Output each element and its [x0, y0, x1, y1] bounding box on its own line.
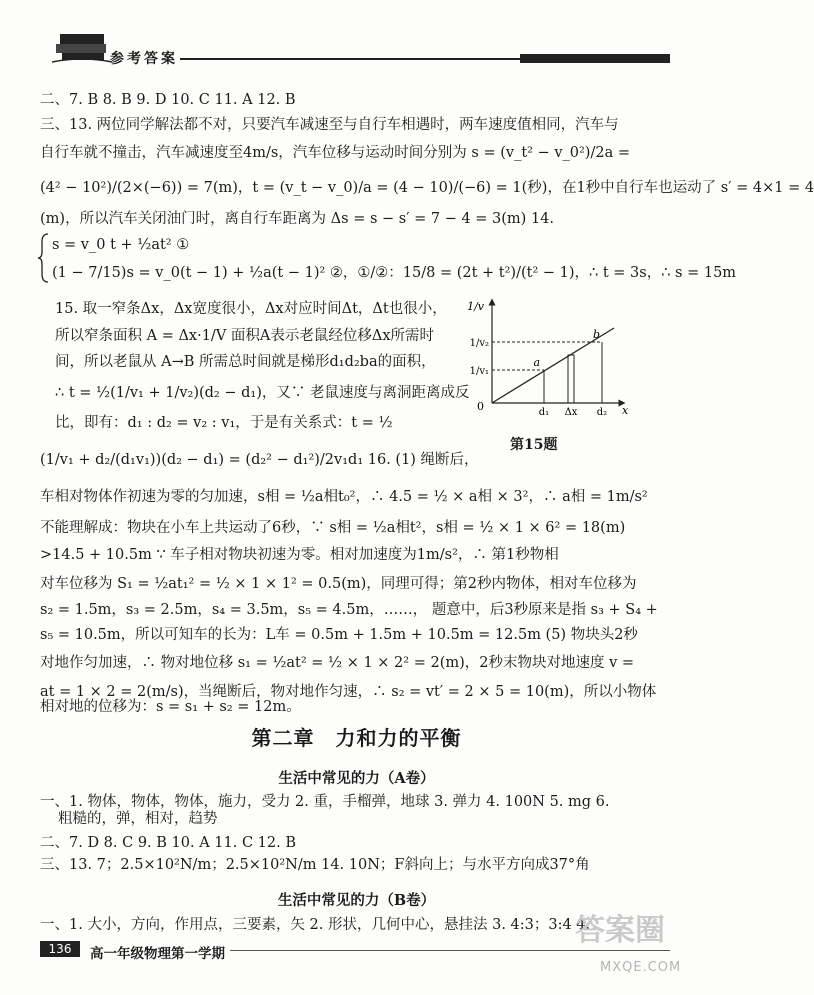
answer-line: 自行车就不撞击，汽车减速度至4m/s，汽车位移与运动时间分别为 s = (v_t² − v_0²)/2a = [40, 145, 630, 161]
y-tick-label: 1/v₁ [469, 366, 489, 377]
equation-line-1: s = v_0 t + ½at² ① [52, 237, 190, 253]
origin-label: 0 [477, 400, 484, 413]
equation-line-2: (1 − 7/15)s = v_0(t − 1) + ½a(t − 1)² ②，①/②：15/8 = (2t + t²)/(t² − 1)，∴ t = 3s，∴ s = 15m [52, 265, 737, 281]
figure-caption: 第15题 [510, 437, 558, 453]
x-axis-label: x [622, 404, 629, 417]
header-rule [180, 58, 520, 60]
answer-line: 15. 取一窄条Δx，Δx宽度很小，Δx对应时间Δt，Δt也很小， [55, 301, 447, 317]
chapter-title: 第二章 力和力的平衡 [251, 726, 462, 750]
answer-line: 一、1. 物体，物体，物体，施力，受力 2. 重，手榴弹，地球 3. 弹力 4. 100N 5. mg 6. [40, 794, 610, 810]
section-b-title: 生活中常见的力（B卷） [277, 892, 436, 909]
answer-line: (1/v₁ + d₂/(d₁v₁))(d₂ − d₁) = (d₂² − d₁²)/2v₁d₁ 16. (1) 绳断后， [40, 452, 479, 468]
x-tick-label: Δx [564, 407, 578, 418]
page-number: 136 [40, 941, 80, 957]
books-icon [52, 28, 112, 64]
answer-line: 三、13. 两位同学解法都不对，只要汽车减速至与自行车相遇时，两车速度值相同，汽车与 [40, 117, 619, 133]
footer-text: 高一年级物理第一学期 [90, 946, 225, 962]
answer-line: >14.5 + 10.5m ∵ 车子相对物块初速为零。相对加速度为1m/s²，∴ 第1秒物相 [40, 547, 559, 563]
answer-line: at = 1 × 2 = 2(m/s)，当绳断后，物对地作匀速，∴ s₂ = vt′ = 2 × 5 = 10(m)，所以小物体 [40, 684, 657, 700]
watermark-url: MXQE.COM [600, 960, 682, 975]
answer-line: 对车位移为 S₁ = ½at₁² = ½ × 1 × 1² = 0.5(m)，同理可得；第2秒内物体，相对车位移为 [40, 576, 637, 592]
answer-line: (m)，所以汽车关闭油门时，离自行车距离为 Δs = s − s′ = 7 − 4 = 3(m) 14. [40, 211, 555, 227]
answer-line: 三、13. 7；2.5×10²N/m；2.5×10²N/m 14. 10N；F斜向上；与水平方向成37°角 [40, 857, 590, 873]
strip-dx [568, 355, 574, 403]
answer-line: s₂ = 1.5m，s₃ = 2.5m，s₄ = 3.5m，s₅ = 4.5m，……， 题意中，后3秒原来是指 s₃ + S₄ + [40, 602, 658, 618]
header-title: 参考答案 [110, 51, 178, 67]
point-label: a [533, 356, 540, 369]
brace-icon [38, 232, 50, 284]
answer-line: 二、7. D 8. C 9. B 10. A 11. C 12. B [40, 835, 296, 851]
answer-line: (4² − 10²)/(2×(−6)) = 7(m)，t = (v_t − v_0)/a = (4 − 10)/(−6) = 1(秒)，在1秒中自行车也运动了 s′ = 4×1 = 4 [40, 180, 814, 196]
answer-line: 对地作匀加速，∴ 物对地位移 s₁ = ½at² = ½ × 1 × 2² = 2(m)，2秒末物块对地速度 v = [40, 655, 635, 671]
page-header [0, 0, 713, 80]
answer-line: 一、1. 大小，方向，作用点，三要素，矢 2. 形状，几何中心，悬挂法 3. 4:3；3:4 4. [40, 917, 591, 933]
header-bar [520, 54, 670, 63]
answer-line: s₅ = 10.5m，所以可知车的长为：L车 = 0.5m + 1.5m + 10.5m = 12.5m (5) 物块头2秒 [40, 627, 638, 643]
y-axis-label: 1/v [467, 300, 484, 313]
answer-line: 车相对物体作初速为零的匀加速，s相 = ½a相t₀²，∴ 4.5 = ½ × a相 × 3²，∴ a相 = 1m/s² [40, 489, 648, 505]
x-tick-label: d₂ [596, 407, 608, 418]
answer-line: 所以窄条面积 A = Δx·1/V 面积A表示老鼠经位移Δx所需时 [55, 328, 435, 344]
answer-line: 相对地的位移为：s = s₁ + s₂ = 12m。 [40, 699, 301, 715]
answer-line: 比，即有：d₁ : d₂ = v₂ : v₁，于是有关系式：t = ½ [55, 415, 393, 431]
answer-line: 粗糙的，弹，相对，趋势 [58, 811, 218, 827]
watermark-text: 答案圈 [575, 913, 665, 948]
y-tick-label: 1/v₂ [469, 338, 489, 349]
point-label: b [592, 328, 600, 341]
section-a-title: 生活中常见的力（A卷） [278, 770, 435, 787]
answer-line: 二、7. B 8. B 9. D 10. C 11. A 12. B [40, 92, 296, 108]
footer-rule [230, 950, 670, 951]
answer-line: 间，所以老鼠从 A→B 所需总时间就是梯形d₁d₂ba的面积， [55, 354, 436, 370]
answer-line: 不能理解成：物块在小车上共运动了6秒，∵ s相 = ½a相t²，s相 = ½ × 1 × 6² = 18(m) [40, 520, 626, 536]
answer-line: ∴ t = ½(1/v₁ + 1/v₂)(d₂ − d₁)，又∵ 老鼠速度与离洞距离成反 [55, 385, 470, 401]
x-tick-label: d₁ [538, 407, 550, 418]
